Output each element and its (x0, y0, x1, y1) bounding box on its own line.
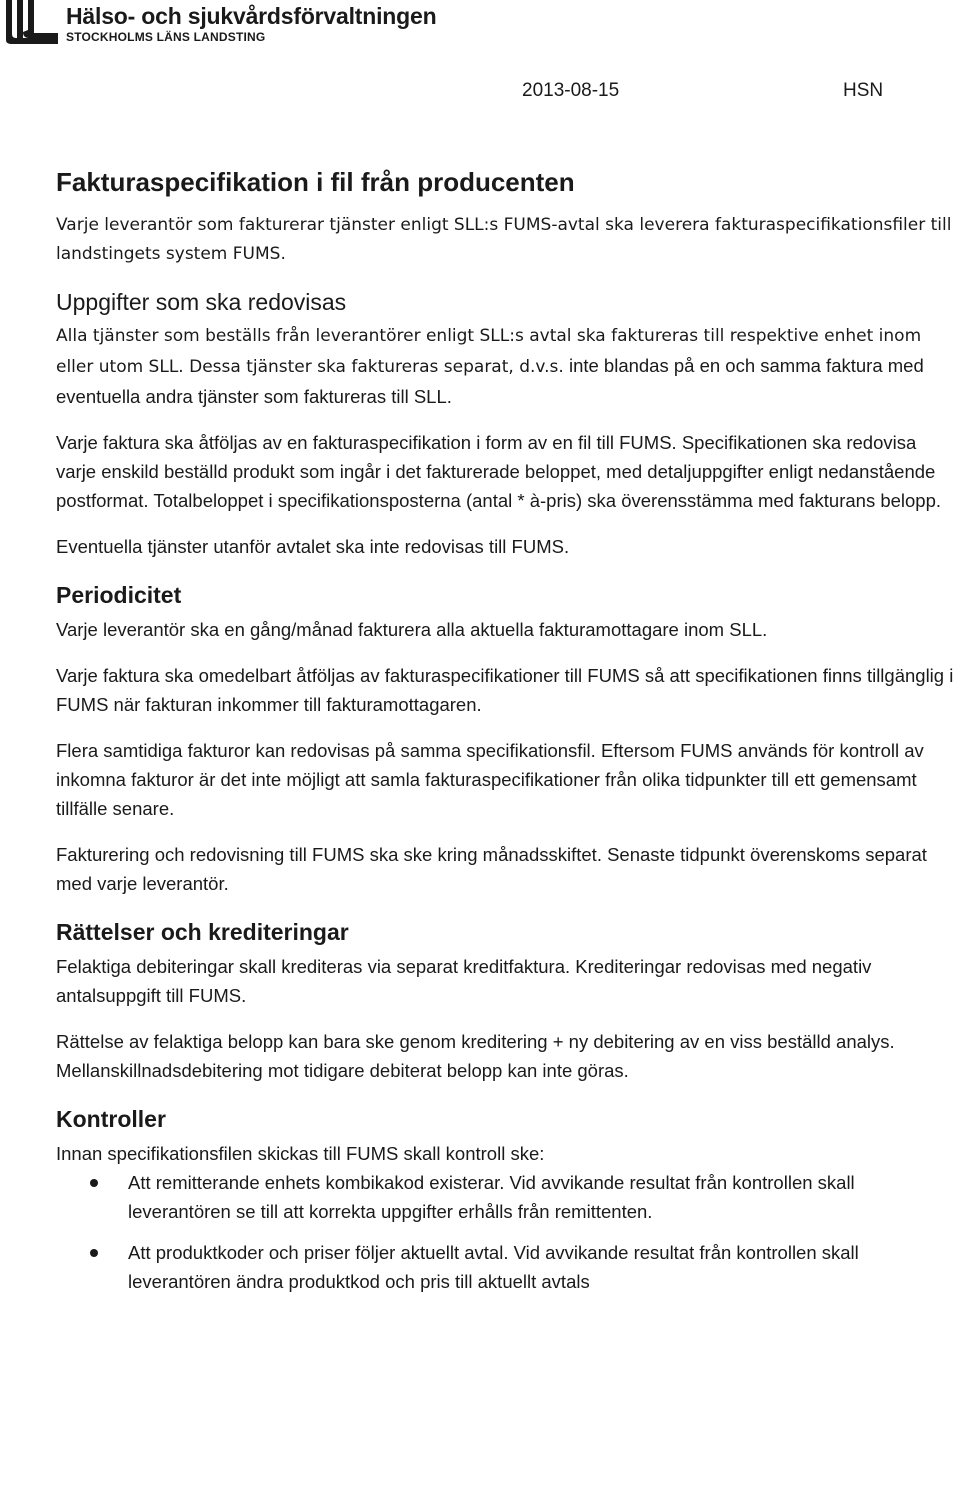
document-body (56, 163, 960, 1308)
bullet-icon (90, 1179, 98, 1187)
section-heading-uppgifter: Uppgifter som ska redovisas (56, 289, 347, 315)
section-heading-rattelser: Rättelser och krediteringar (56, 919, 349, 945)
list-item (56, 1238, 960, 1296)
rattelser-paragraph-1: Felaktiga debiteringar skall krediteras via separat kreditfaktura. Krediteringar redovisas med negativ antalsuppgift till FUMS. (56, 956, 872, 1006)
uppgifter-paragraph-1 (56, 320, 960, 411)
section-heading-periodicitet: Periodicitet (56, 582, 182, 608)
org-title: Hälso- och sjukvårdsförvaltningen (66, 3, 437, 29)
periodicitet-paragraph-1: Varje leverantör ska en gång/månad fakturera alla aktuella fakturamottagare inom SLL. (56, 619, 768, 640)
bullet-icon (90, 1249, 98, 1257)
document-date: 2013-08-15 (522, 80, 620, 101)
org-subtitle: STOCKHOLMS LÄNS LANDSTING (66, 30, 266, 44)
periodicitet-paragraph-2: Varje faktura ska omedelbart åtföljas av fakturaspecifikationer till FUMS så att specifikationen finns tillgänglig i FUMS när fakturan inkommer till fakturamottagaren. (56, 665, 954, 715)
uppgifter-paragraph-1-part1: Alla tjänster som beställs från leverantörer enligt SLL:s avtal ska faktureras till respektive enhet inom eller utom SLL. Dessa tjänster ska faktureras separat, d.v.s. (56, 326, 922, 377)
list-item-text: Att produktkoder och priser följer aktuellt avtal. Vid avvikande resultat från kontrollen skall leverantören ändra produktkod och pris till aktuellt avtals (128, 1242, 859, 1292)
uppgifter-paragraph-2: Varje faktura ska åtföljas av en fakturaspecifikation i form av en fil till FUMS. Specifikationen ska redovisa varje enskild beställd produkt som ingår i det fakturerade beloppet, med detaljuppgifter enligt nedanstående postformat. Totalbeloppet i specifikationsposterna (antal * à-pris) ska överensstämma med fakturans belopp. (56, 432, 942, 511)
sll-logo-icon (4, 0, 60, 44)
periodicitet-paragraph-4: Fakturering och redovisning till FUMS ska ske kring månadsskiftet. Senaste tidpunkt överenskoms separat med varje leverantör. (56, 844, 927, 894)
kontroller-list (56, 1168, 960, 1296)
rattelser-paragraph-2: Rättelse av felaktiga belopp kan bara ske genom kreditering + ny debitering av en viss beställd analys. Mellanskillnadsdebitering mot tidigare debiterat belopp kan inte göras. (56, 1031, 895, 1081)
uppgifter-paragraph-3: Eventuella tjänster utanför avtalet ska inte redovisas till FUMS. (56, 536, 570, 557)
list-item-text: Att remitterande enhets kombikakod existerar. Vid avvikande resultat från kontrollen skall leverantören se till att korrekta uppgifter erhålls från remittenten. (128, 1172, 855, 1222)
uppgifter-paragraph-1-part2: inte blandas på en och samma faktura med eventuella andra tjänster som faktureras till SLL. (56, 355, 924, 407)
section-heading-kontroller: Kontroller (56, 1106, 166, 1132)
intro-paragraph: Varje leverantör som fakturerar tjänster enligt SLL:s FUMS-avtal ska leverera fakturaspecifikationsfiler till landstingets system FUMS. (56, 215, 952, 264)
document-title: Fakturaspecifikation i fil från producenten (56, 167, 575, 197)
periodicitet-paragraph-3: Flera samtidiga fakturor kan redovisas på samma specifikationsfil. Eftersom FUMS används för kontroll av inkomna fakturor är det inte möjligt att samla fakturaspecifikationer från olika tidpunkter till ett gemensamt tillfälle senare. (56, 740, 924, 819)
list-item (56, 1168, 960, 1226)
kontroller-intro: Innan specifikationsfilen skickas till FUMS skall kontroll ske: (56, 1143, 545, 1164)
department-code: HSN (843, 80, 884, 101)
header-logo (4, 0, 474, 44)
